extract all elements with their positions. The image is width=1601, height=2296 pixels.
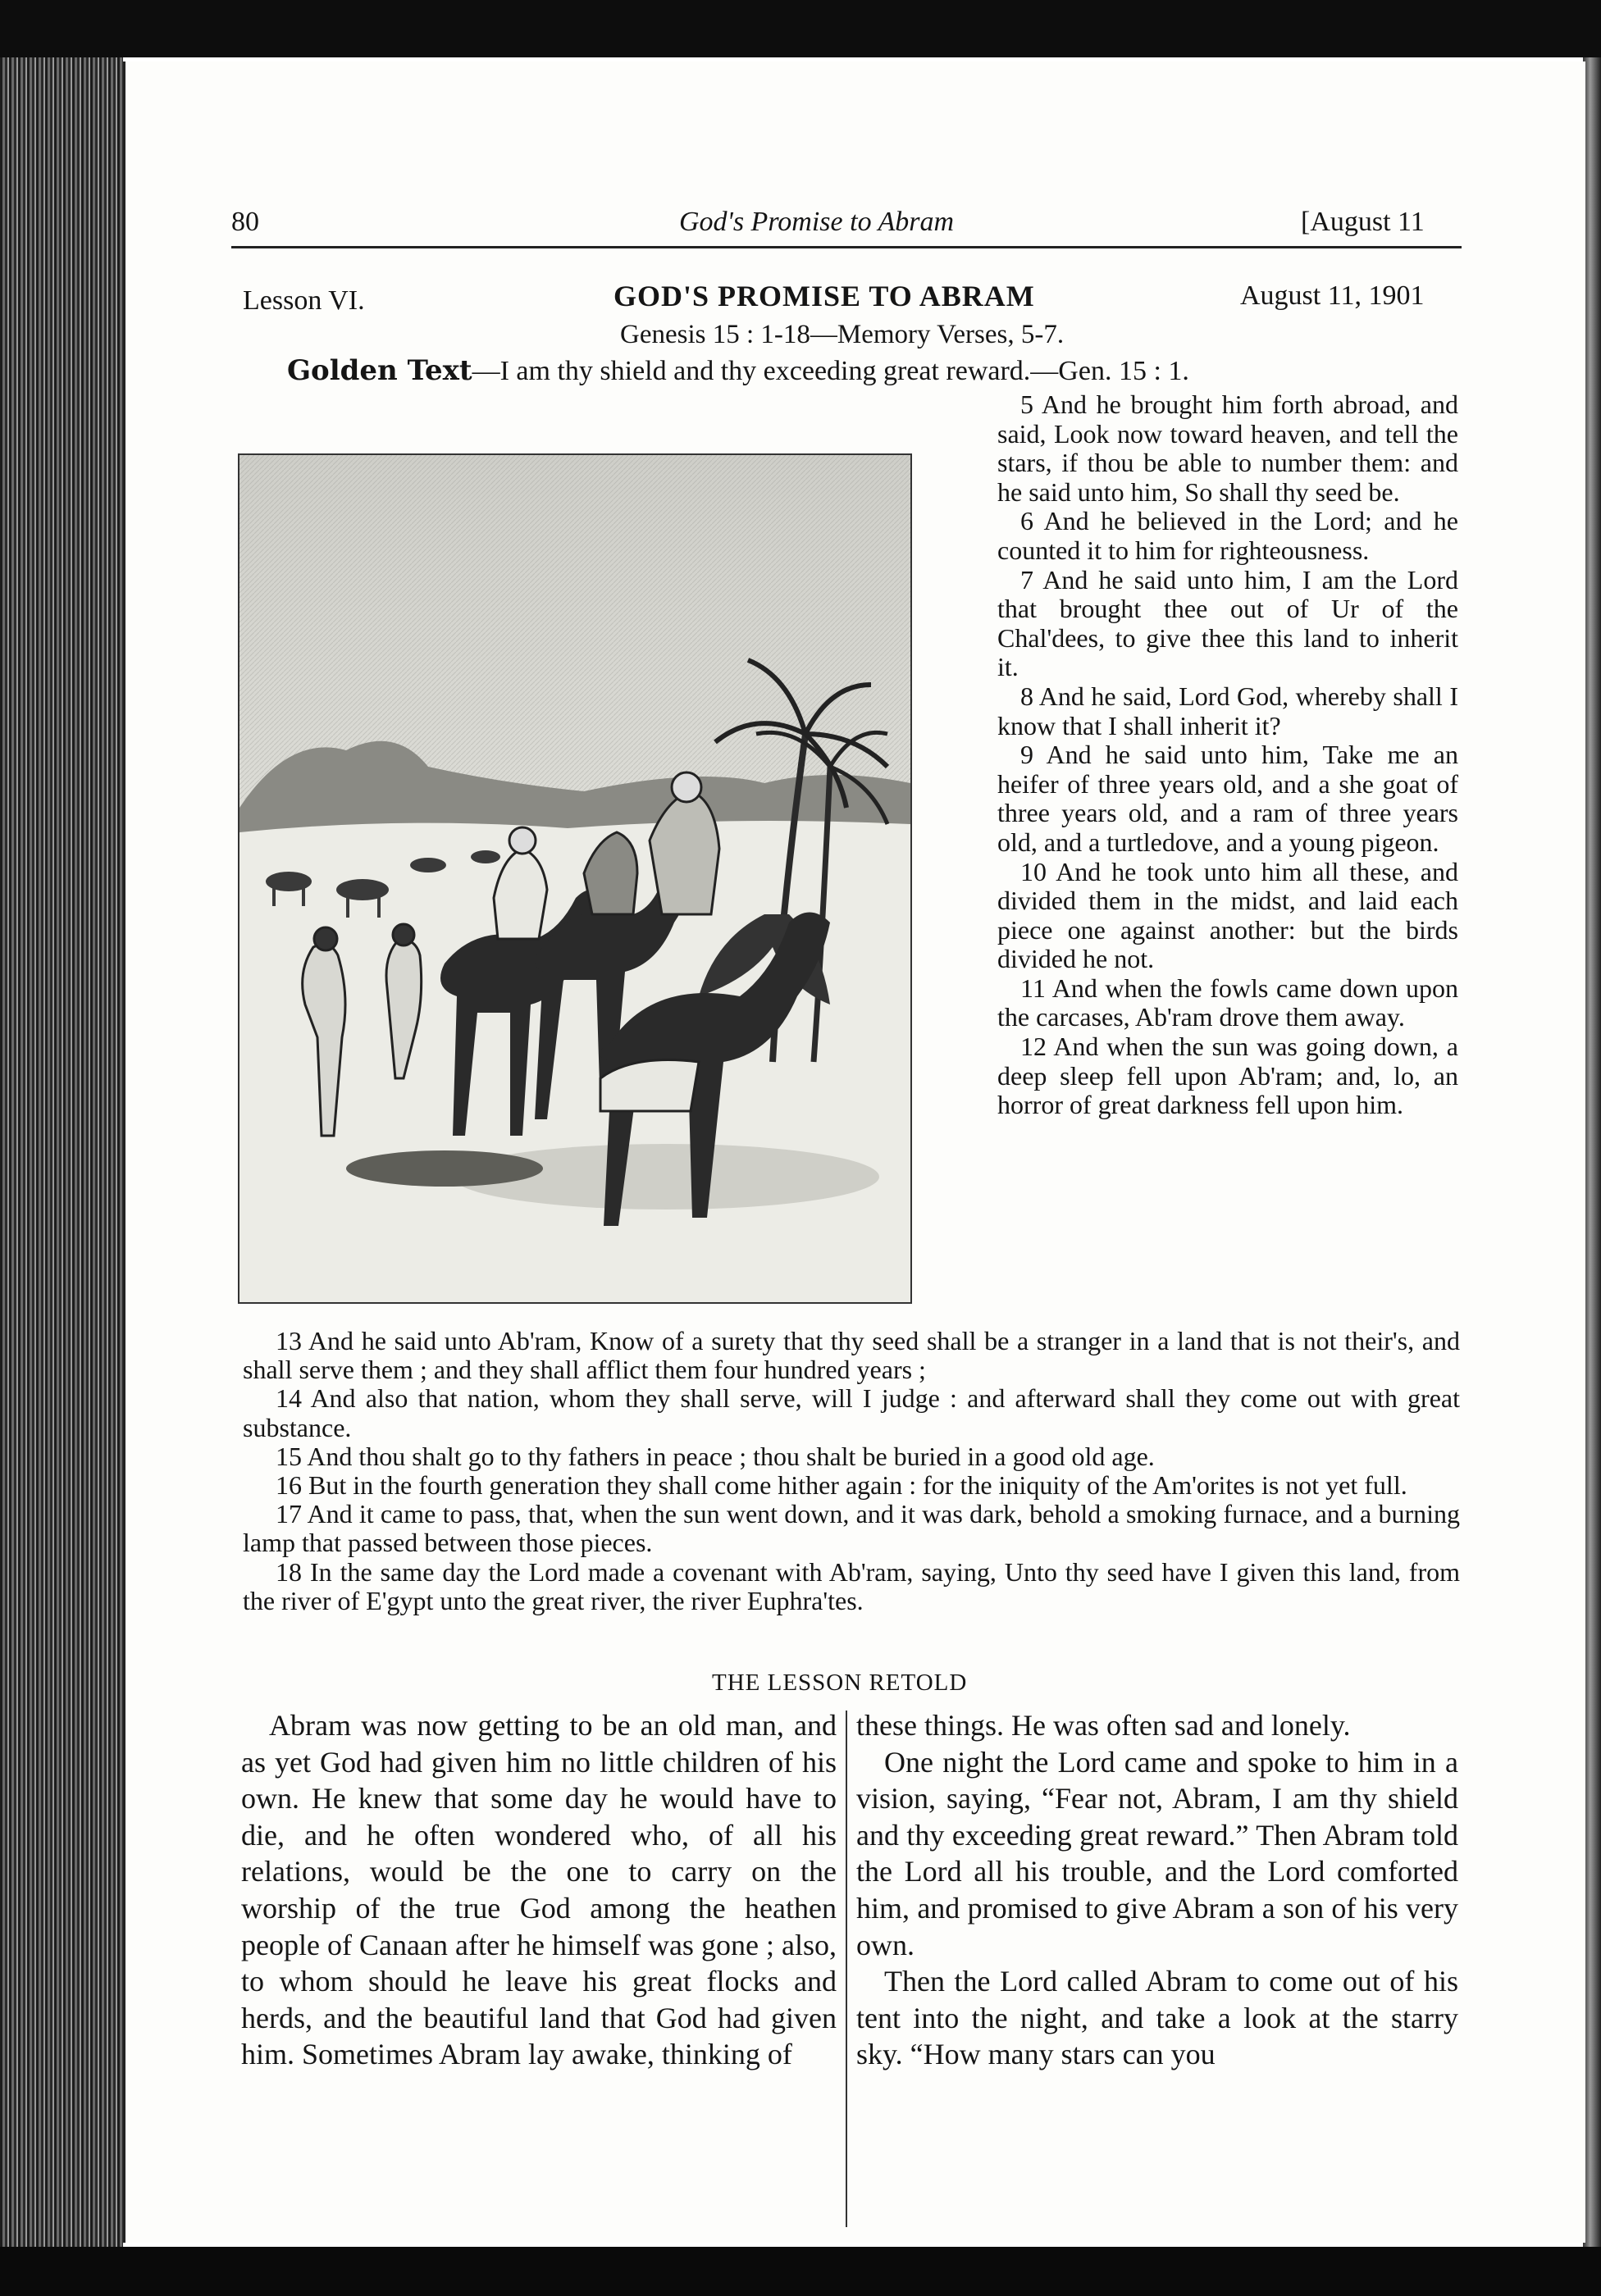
retold-left-column xyxy=(241,1707,837,2073)
lesson-date: August 11, 1901 xyxy=(1240,280,1425,311)
verse-8: 8 And he said, Lord God, whereby shall I know that I shall inherit it? xyxy=(997,681,1458,740)
caravan-illustration xyxy=(238,453,912,1304)
caravan-engraving-image xyxy=(239,455,910,1302)
running-head-date: [August 11 xyxy=(1301,207,1425,237)
retold-paragraph-2: One night the Lord came and spoke to him in a vision, saying, “Fear not, Abram, I am thy shield and thy exceeding great reward.” Then Abram told the Lord all his trouble, and the Lord comforted him, and promised to give Abram a son of his very own. xyxy=(856,1745,1458,1961)
retold-paragraph-1: Abram was now getting to be an old man, and as yet God had given him no little children of his own. He knew that some day he would have to die, and he often wondered who, of all his relations, would be the one to carry on the worship of the true God among the heathen people of Canaan after he himself was gone ; also, to whom should he leave his great flocks and herds, and the beautiful land that God had given him. Sometimes Abram lay awake, thinking of xyxy=(241,1709,837,2071)
verse-12: 12 And when the sun was going down, a deep sleep fell upon Ab'ram; and, lo, an horror of great darkness fell upon him. xyxy=(997,1032,1458,1120)
verse-15: 15 And thou shalt go to thy fathers in peace ; thou shalt be buried in a good old age. xyxy=(276,1441,1155,1471)
retold-right-column xyxy=(856,1707,1458,2073)
retold-paragraph-1-continuation: these things. He was often sad and lonely. xyxy=(856,1709,1351,1742)
verse-11: 11 And when the fowls came down upon the carcases, Ab'ram drove them away. xyxy=(997,973,1458,1032)
scripture-reference: Genesis 15 : 1-18—Memory Verses, 5-7. xyxy=(620,320,1065,349)
running-head-title: God's Promise to Abram xyxy=(679,207,955,237)
verse-6: 6 And he believed in the Lord; and he counted it to him for righteousness. xyxy=(997,506,1458,565)
column-divider xyxy=(846,1711,847,2227)
verse-5: 5 And he brought him forth abroad, and said, Look now toward heaven, and tell the stars, if thou be able to number them: and he said unto him, So shall thy seed be. xyxy=(997,390,1458,507)
retold-paragraph-3: Then the Lord called Abram to come out of his tent into the night, and take a look at the starry sky. “How many stars can you xyxy=(856,1965,1458,2071)
verses-13-18 xyxy=(243,1327,1460,1615)
lesson-retold-heading: THE LESSON RETOLD xyxy=(712,1670,968,1696)
book-page-edges xyxy=(0,57,123,2247)
verse-14: 14 And also that nation, whom they shall serve, will I judge : and afterward shall they come out with great substance. xyxy=(243,1383,1460,1442)
scan-border-top xyxy=(0,0,1601,57)
golden-text-label: Golden Text xyxy=(287,354,472,387)
verse-7: 7 And he said unto him, I am the Lord that brought thee out of Ur of the Chal'dees, to give thee this land to inherit it. xyxy=(997,564,1458,682)
lesson-title: GOD'S PROMISE TO ABRAM xyxy=(613,280,1035,312)
scan-border-right xyxy=(1583,57,1601,2247)
verse-13: 13 And he said unto Ab'ram, Know of a surety that thy seed shall be a stranger in a land that is not their's, and shall serve them ; and they shall afflict them four hundred years ; xyxy=(243,1326,1460,1385)
golden-text xyxy=(287,354,1189,387)
lesson-number: Lesson VI. xyxy=(243,285,365,316)
verse-17: 17 And it came to pass, that, when the sun went down, and it was dark, behold a smoking furnace, and a burning lamp that passed between those pieces. xyxy=(243,1499,1460,1558)
header-rule xyxy=(231,246,1462,248)
verse-18: 18 In the same day the Lord made a covenant with Ab'ram, saying, Unto thy seed have I given this land, from the river of E'gypt unto the great river, the river Euphra'tes. xyxy=(243,1556,1460,1615)
golden-text-body: —I am thy shield and thy exceeding great reward.—Gen. 15 : 1. xyxy=(472,356,1189,386)
verses-5-12-column xyxy=(997,390,1458,1120)
scan-border-bottom xyxy=(0,2247,1601,2296)
page-number: 80 xyxy=(231,207,259,237)
verse-9: 9 And he said unto him, Take me an heifer of three years old, and a she goat of three years old, and a ram of three years old, and a turtledove, and a young pigeon. xyxy=(997,740,1458,857)
verse-10: 10 And he took unto him all these, and divided them in the midst, and laid each piece one against another: but the birds divided he not. xyxy=(997,856,1458,974)
verse-16: 16 But in the fourth generation they shall come hither again : for the iniquity of the Am'orites is not yet full. xyxy=(276,1470,1407,1501)
